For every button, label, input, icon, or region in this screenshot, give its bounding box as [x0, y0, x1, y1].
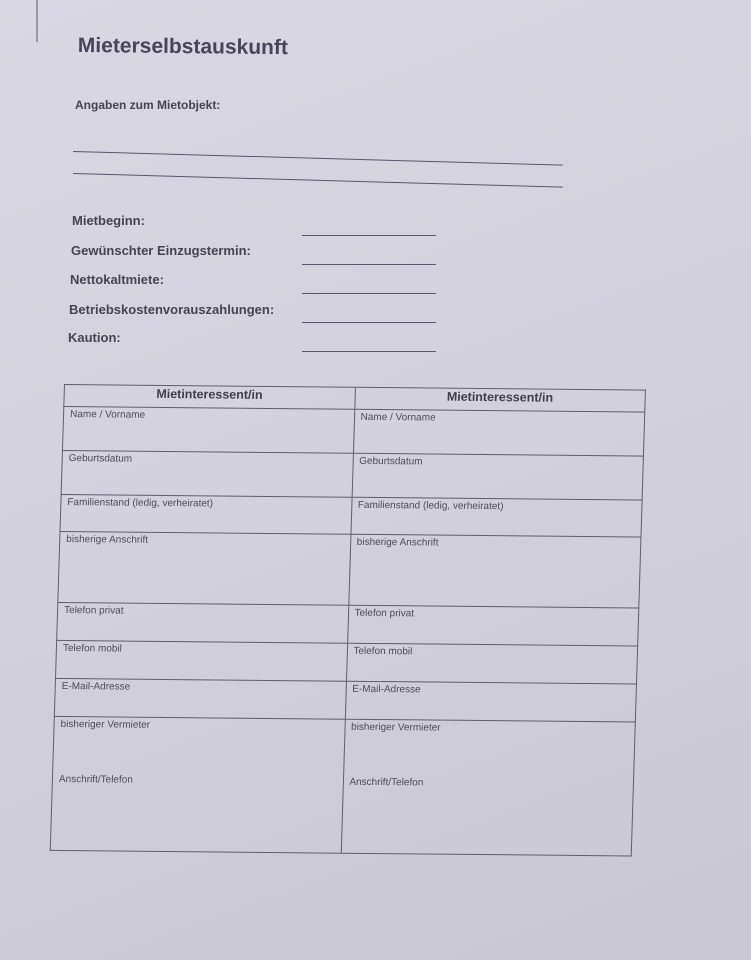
applicant-table [50, 384, 646, 856]
field-label-mietbeginn: Mietbeginn: [72, 213, 145, 228]
table-row [57, 602, 639, 646]
table-cell-birthdate-2 [352, 453, 644, 500]
cell-label: Name / Vorname [360, 411, 436, 424]
field-line-betriebskosten [302, 322, 436, 323]
table-row [56, 640, 638, 684]
table-row [60, 494, 642, 537]
table-cell-name-2 [353, 409, 645, 456]
field-line-einzugstermin [302, 264, 436, 265]
document-title: Mieterselbstauskunft [77, 34, 289, 60]
paper-edge-mark [36, 0, 38, 42]
table-cell-landlord-2 [341, 719, 636, 856]
cell-label: Familienstand (ledig, verheiratet) [357, 499, 504, 513]
field-line-nettokaltmiete [302, 293, 436, 294]
cell-label-landlord-contact: Anschrift/Telefon [58, 773, 134, 786]
cell-label: E-Mail-Adresse [61, 680, 131, 693]
cell-label: bisherige Anschrift [356, 536, 439, 549]
table-row [54, 678, 636, 722]
cell-label: Familienstand (ledig, verheiratet) [67, 497, 214, 510]
table-header-applicant-2: Mietinteressent/in [354, 387, 645, 412]
table-cell-birthdate-1 [61, 450, 353, 497]
field-label-nettokaltmiete: Nettokaltmiete: [70, 272, 164, 287]
table-cell-phone-1 [57, 602, 349, 643]
cell-label: Telefon privat [63, 605, 124, 617]
cell-label-landlord: bisheriger Vermieter [350, 721, 441, 734]
table-header-applicant-1: Mietinteressent/in [64, 385, 355, 410]
field-label-kaution: Kaution: [68, 330, 121, 345]
cell-label: Geburtsdatum [359, 455, 423, 468]
cell-label: E-Mail-Adresse [352, 683, 421, 696]
table-cell-mobile-1 [56, 640, 348, 681]
table-row [50, 716, 635, 856]
field-label-einzugstermin: Gewünschter Einzugstermin: [71, 243, 251, 258]
cell-label: Telefon mobil [353, 645, 413, 658]
table-cell-address-1 [58, 531, 351, 605]
cell-label-landlord-contact: Anschrift/Telefon [349, 776, 424, 789]
table-row [58, 531, 641, 608]
cell-label: Name / Vorname [69, 409, 146, 421]
table-cell-phone-2 [347, 605, 639, 646]
table-row [61, 450, 643, 500]
cell-label-landlord: bisheriger Vermieter [60, 718, 151, 731]
table-row [62, 406, 644, 456]
cell-label: Geburtsdatum [68, 453, 133, 465]
table-cell-email-2 [345, 681, 637, 722]
rental-object-line-1 [73, 151, 563, 166]
table-cell-marital-2 [350, 497, 642, 537]
table-cell-name-1 [62, 406, 354, 453]
table-cell-landlord-1 [50, 716, 345, 853]
cell-label: bisherige Anschrift [66, 534, 149, 546]
field-line-kaution [302, 351, 436, 352]
table-cell-address-2 [348, 534, 641, 608]
field-line-mietbeginn [302, 235, 436, 236]
rental-object-line-2 [73, 173, 563, 188]
table-cell-marital-1 [60, 494, 352, 534]
rental-object-label: Angaben zum Mietobjekt: [75, 98, 221, 112]
cell-label: Telefon mobil [62, 643, 123, 655]
cell-label: Telefon privat [354, 607, 415, 620]
field-label-betriebskosten: Betriebskostenvorauszahlungen: [69, 302, 275, 317]
table-cell-mobile-2 [346, 643, 638, 684]
table-cell-email-1 [54, 678, 346, 719]
